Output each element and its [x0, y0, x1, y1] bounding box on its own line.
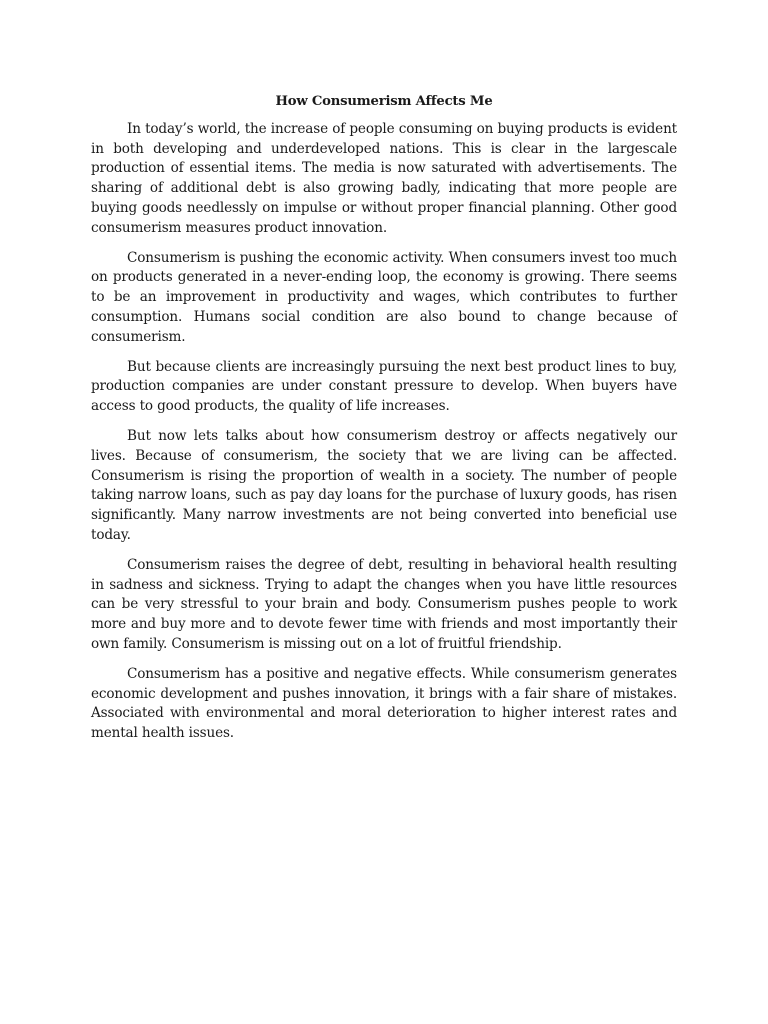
- paragraph-1: In today’s world, the increase of people consuming on buying products is evident in both developing and underdeveloped nations. This is clear in the largescale production of essential items. The media is now saturated with advertisements. The sharing of additional debt is also growing badly, indicating that more people are buying goods needlessly on impulse or without proper financial planning. Other good consumerism measures product innovation.: [91, 120, 677, 236]
- paragraph-5: Consumerism raises the degree of debt, resulting in behavioral health resulting in sadness and sickness. Trying to adapt the changes when you have little resources can be very stressful to your brain and body. Consumerism pushes people to work more and buy more and to devote fewer time with friends and most importantly their own family. Consumerism is missing out on a lot of fruitful friendship.: [91, 556, 677, 652]
- document-page: [91, 92, 677, 754]
- paragraph-4: But now lets talks about how consumerism destroy or affects negatively our lives. Because of consumerism, the society that we are living can be affected. Consumerism is rising the proportion of wealth in a society. The number of people taking narrow loans, such as pay day loans for the purchase of luxury goods, has risen significantly. Many narrow investments are not being converted into beneficial use today.: [91, 427, 677, 543]
- paragraph-3: But because clients are increasingly pursuing the next best product lines to buy, production companies are under constant pressure to develop. When buyers have access to good products, the quality of life increases.: [91, 358, 677, 415]
- paragraph-6: Consumerism has a positive and negative effects. While consumerism generates economic development and pushes innovation, it brings with a fair share of mistakes. Associated with environmental and moral deterioration to higher interest rates and mental health issues.: [91, 665, 677, 742]
- document-title: How Consumerism Affects Me: [275, 94, 493, 109]
- paragraph-2: Consumerism is pushing the economic activity. When consumers invest too much on products generated in a never-ending loop, the economy is growing. There seems to be an improvement in productivity and wages, which contributes to further consumption. Humans social condition are also bound to change because of consumerism.: [91, 249, 677, 345]
